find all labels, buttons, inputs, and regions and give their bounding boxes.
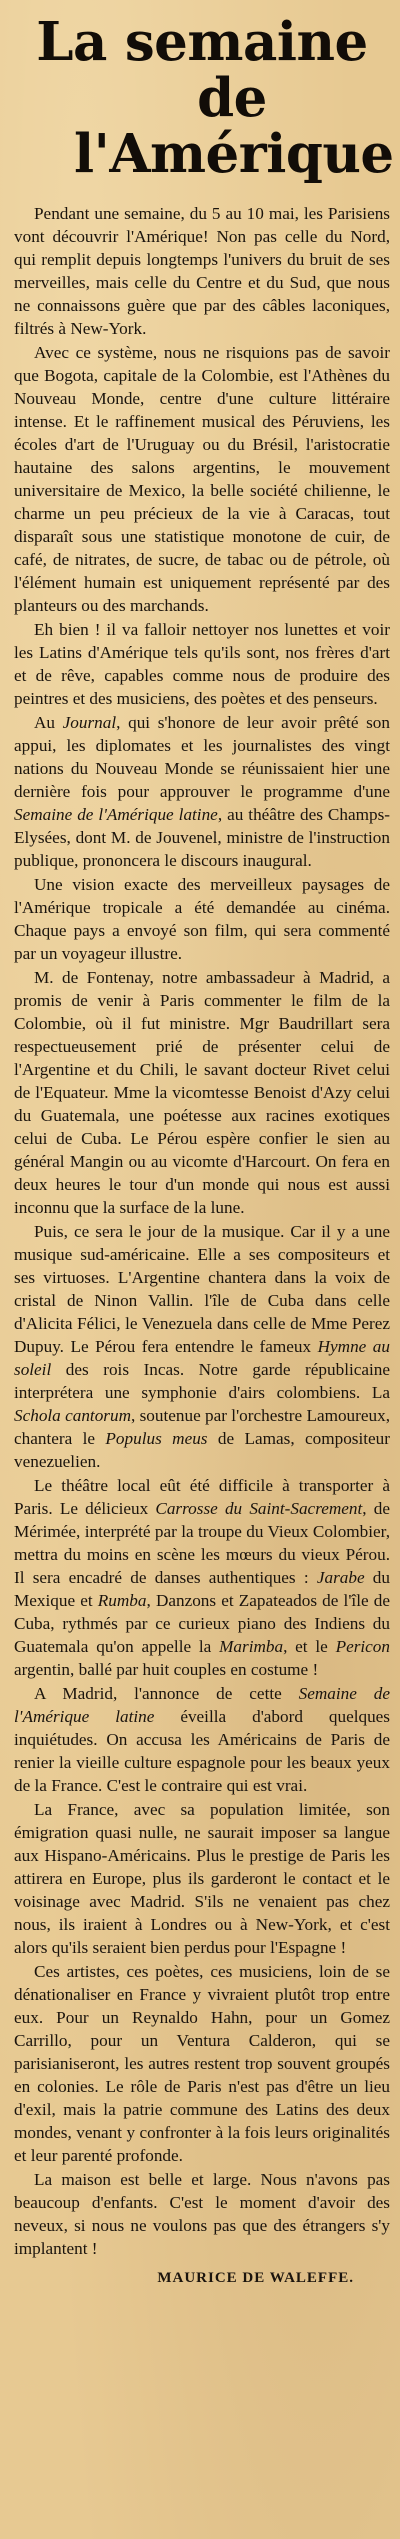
article-paragraph	[14, 873, 390, 965]
italic-title: Journal	[62, 713, 117, 732]
paragraph-text: , Danzons et Zapateados de l'île de Cuba, rythmés par ce curieux piano des Indiens du Guatemala qu'on appelle la	[14, 1591, 390, 1656]
article-body	[14, 202, 390, 2260]
italic-title: Hymne au soleil	[14, 1337, 390, 1379]
paragraph-text: de Lamas, compositeur venezuelien.	[14, 1429, 390, 1471]
article-paragraph	[14, 2168, 390, 2260]
paragraph-text: Avec ce système, nous ne risquions pas de savoir que Bogota, capitale de la Colombie, est l'Athènes du Nouveau Monde, centre d'une culture littéraire intense. Et le raffinement musical des Péruviens, les écoles d'art de l'Uruguay ou du Brésil, l'aristocratie hautaine des salons argentins, le mouvement universitaire de Mexico, la belle société chilienne, le charme un peu précieux de la vie à Caracas, tout disparaît sous une statistique monotone de cuir, de café, de nitrates, de sucre, de tabac ou de pétrole, où l'élément humain est uniquement représenté par des planteurs ou des marchands.	[14, 343, 390, 615]
italic-title: Marimba	[219, 1637, 284, 1656]
article-paragraph	[14, 341, 390, 617]
italic-title: Carrosse du Saint-Sacrement	[155, 1499, 363, 1518]
italic-title: Populus meus	[105, 1429, 208, 1448]
article-paragraph	[14, 966, 390, 1219]
paragraph-text: Une vision exacte des merveilleux paysages de l'Amérique tropicale a été demandée au cinéma. Chaque pays a envoyé son film, qui sera commenté par un voyageur illustre.	[14, 875, 390, 963]
paragraph-text: Ces artistes, ces poètes, ces musiciens, loin de se dénationaliser en France y vivraient plutôt trop entre eux. Pour un Reynaldo Hahn, pour un Gomez Carrillo, pour un Ventura Calderon, qui se parisianiseront, les autres restent trop souvent groupés en colonies. Le rôle de Paris n'est pas d'être un lieu d'exil, mais la patrie commune des Latins des deux mondes, venant y confronter à la fois leurs originalités et leur parenté profonde.	[14, 1962, 390, 2165]
article-paragraph	[14, 1220, 390, 1473]
title-line-1: La semaine	[36, 11, 368, 73]
title-line-2: de l'Amérique	[74, 67, 394, 185]
paragraph-text: , qui s'honore de leur avoir prêté son appui, les diplomates et les journalistes des vingt nations du Nouveau Monde se réunissaient hier une dernière fois pour approuver le programme d'une	[14, 713, 390, 801]
paragraph-text: du Mexique et	[14, 1568, 390, 1610]
article-paragraph	[14, 1682, 390, 1797]
paragraph-text: des rois Incas. Notre garde républicaine interprétera une symphonie d'airs colombiens. La	[14, 1360, 390, 1402]
author-signature: MAURICE DE WALEFFE.	[157, 2270, 354, 2286]
paragraph-text: , soutenue par l'orchestre Lamoureux, chantera le	[14, 1406, 390, 1448]
paragraph-text: Puis, ce sera le jour de la musique. Car il y a une musique sud-américaine. Elle a ses compositeurs et ses virtuoses. L'Argentine chantera dans la voix de cristal de Ninon Vallin. l'île de Cuba dans celle d'Alicita Félici, le Venezuela dans celle de Mme Perez Dupuy. Le Pérou fera entendre le fameux	[14, 1222, 390, 1356]
paragraph-text: éveilla d'abord quelques inquiétudes. On accusa les Américains de Paris de renier la vieille culture espagnole pour les beaux yeux de la France. C'est le contraire qui est vrai.	[14, 1707, 390, 1795]
paragraph-text: Le théâtre local eût été difficile à transporter à Paris. Le délicieux	[14, 1476, 390, 1518]
article-paragraph	[14, 711, 390, 872]
article-paragraph	[14, 1960, 390, 2167]
italic-title: Schola cantorum	[14, 1406, 131, 1425]
paragraph-text: Au	[34, 713, 63, 732]
paragraph-text: M. de Fontenay, notre ambassadeur à Madrid, a promis de venir à Paris commenter le film de la Colombie, où il fut ministre. Mgr Baudrillart sera respectueusement prié de présenter celui de l'Argentine et du Chili, le savant docteur Rivet celui de l'Equateur. Mme la vicomtesse Benoist d'Azy celui du Guatemala, une poétesse aux racines exotiques celui de Cuba. Le Pérou espère confier le sien au général Mangin ou au vicomte d'Harcourt. On fera en deux heures le tour d'un monde qui nous est aussi inconnu que la surface de la lune.	[14, 968, 390, 1217]
paragraph-text: Pendant une semaine, du 5 au 10 mai, les Parisiens vont découvrir l'Amérique! Non pas celle du Nord, qui remplit depuis longtemps l'univers du bruit de ses merveilles, mais celle du Centre et du Sud, que nous ne connaissons guère que par des câbles laconiques, filtrés à New-York.	[14, 204, 390, 338]
article-title	[14, 11, 394, 185]
italic-title: Rumba	[97, 1591, 147, 1610]
italic-title: Semaine de l'Amérique latine	[14, 805, 218, 824]
paragraph-text: La maison est belle et large. Nous n'avons pas beaucoup d'enfants. C'est le moment d'avoir des neveux, si nous ne voulons pas que des étrangers s'y implantent !	[14, 2170, 390, 2258]
italic-title: Pericon	[335, 1637, 390, 1656]
paragraph-text: La France, avec sa population limitée, son émigration quasi nulle, ne saurait imposer sa langue aux Hispano-Américains. Plus le prestige de Paris les attirera en Europe, plus ils garderont le contact et le voisinage avec Madrid. S'ils ne venaient pas chez nous, ils iraient à Londres ou à New-York, et c'est alors qu'ils seraient bien perdus pour l'Espagne !	[14, 1800, 390, 1957]
paragraph-text: , au théâtre des Champs-Elysées, dont M. de Jouvenel, ministre de l'instruction publique, prononcera le discours inaugural.	[14, 805, 390, 870]
italic-title: Semaine de l'Amérique latine	[14, 1684, 391, 1726]
paragraph-text: , et le	[283, 1637, 336, 1656]
italic-title: Jarabe	[316, 1568, 365, 1587]
article-paragraph	[14, 618, 390, 710]
paragraph-text: argentin, ballé par huit couples en costume !	[14, 1660, 319, 1679]
article-paragraph	[14, 1474, 390, 1681]
paragraph-text: A Madrid, l'annonce de cette	[34, 1684, 299, 1703]
paragraph-text: , de Mérimée, interprété par la troupe du Vieux Colombier, mettra du moins en scène les mœurs du vieux Pérou. Il sera encadré de danses authentiques :	[14, 1499, 390, 1587]
article-paragraph	[14, 1798, 390, 1959]
paragraph-text: Eh bien ! il va falloir nettoyer nos lunettes et voir les Latins d'Amérique tels qu'ils sont, nos frères d'art et de rêve, capables comme nous de produire des peintres et des musiciens, des poètes et des penseurs.	[14, 620, 390, 708]
article-paragraph	[14, 202, 390, 340]
